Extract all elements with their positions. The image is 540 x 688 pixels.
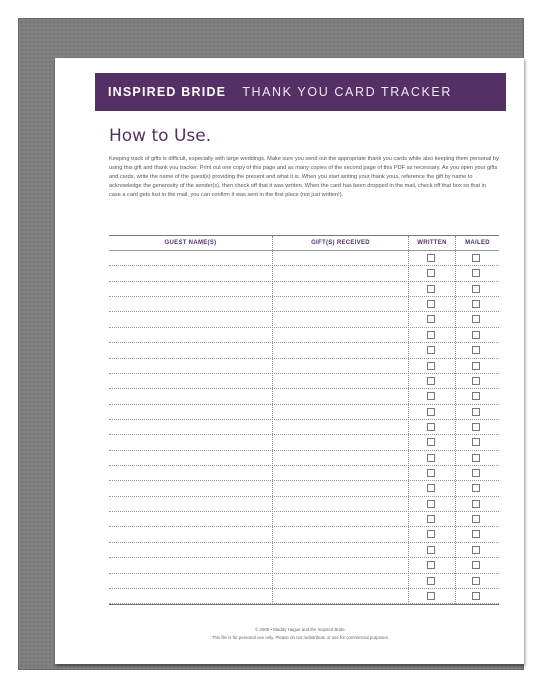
mailed-checkbox[interactable] — [472, 254, 480, 262]
table-row — [109, 312, 499, 327]
table-header — [109, 236, 499, 250]
table-bottom-rule — [109, 604, 499, 605]
mailed-checkbox[interactable] — [472, 469, 480, 477]
mailed-checkbox[interactable] — [472, 392, 480, 400]
written-checkbox[interactable] — [427, 515, 435, 523]
table-body — [109, 251, 499, 604]
table-row — [109, 374, 499, 389]
mailed-checkbox[interactable] — [472, 285, 480, 293]
table-row — [109, 420, 499, 435]
table-row — [109, 543, 499, 558]
instructions-text: Keeping track of gifts is difficult, especially with large weddings. Make sure you send out the appropriate thank you cards while also keeping them personal by using this gift and thank you tracker. Print out one copy of this page and as many copies of the second page of this PDF as necessary. As you open your gifts and cards, write the name of the guest(s) providing the present and what it is. When you start writing your thank yous, reference the gift by name to acknowledge the generosity of the sender(s), then check off that it was written. When the card has been dropped in the mail, check off that box so that in case a card gets lost in the mail, you can confirm it was sent in the first place (not just written!). — [109, 156, 499, 198]
written-checkbox[interactable] — [427, 423, 435, 431]
written-checkbox[interactable] — [427, 500, 435, 508]
table-row — [109, 512, 499, 527]
table-row — [109, 527, 499, 542]
column-header-gifts-received: GIFT(S) RECEIVED — [311, 240, 370, 246]
written-checkbox[interactable] — [427, 484, 435, 492]
mailed-checkbox[interactable] — [472, 515, 480, 523]
mailed-checkbox[interactable] — [472, 484, 480, 492]
copyright-text: © 2009 • Maddy Hague and the Inspired Bride. — [255, 627, 346, 632]
mailed-checkbox[interactable] — [472, 438, 480, 446]
instructions-heading: How to Use. — [109, 126, 212, 146]
column-header-mailed: MAILED — [465, 240, 490, 246]
written-checkbox[interactable] — [427, 269, 435, 277]
table-row — [109, 574, 499, 589]
mailed-checkbox[interactable] — [472, 500, 480, 508]
mailed-checkbox[interactable] — [472, 331, 480, 339]
written-checkbox[interactable] — [427, 392, 435, 400]
written-checkbox[interactable] — [427, 438, 435, 446]
written-checkbox[interactable] — [427, 377, 435, 385]
mailed-checkbox[interactable] — [472, 592, 480, 600]
written-checkbox[interactable] — [427, 346, 435, 354]
mailed-checkbox[interactable] — [472, 300, 480, 308]
mailed-checkbox[interactable] — [472, 377, 480, 385]
written-checkbox[interactable] — [427, 469, 435, 477]
table-row — [109, 466, 499, 481]
table-row — [109, 405, 499, 420]
table-row — [109, 328, 499, 343]
table-row — [109, 266, 499, 281]
table-row — [109, 589, 499, 604]
table-row — [109, 389, 499, 404]
written-checkbox[interactable] — [427, 331, 435, 339]
written-checkbox[interactable] — [427, 362, 435, 370]
mailed-checkbox[interactable] — [472, 454, 480, 462]
table-row — [109, 558, 499, 573]
written-checkbox[interactable] — [427, 300, 435, 308]
mailed-checkbox[interactable] — [472, 530, 480, 538]
table-row — [109, 497, 499, 512]
page-title: THANK YOU CARD TRACKER — [242, 85, 452, 99]
mailed-checkbox[interactable] — [472, 269, 480, 277]
table-row — [109, 297, 499, 312]
written-checkbox[interactable] — [427, 408, 435, 416]
mailed-checkbox[interactable] — [472, 315, 480, 323]
written-checkbox[interactable] — [427, 530, 435, 538]
mailed-checkbox[interactable] — [472, 346, 480, 354]
written-checkbox[interactable] — [427, 315, 435, 323]
page-background — [18, 18, 524, 670]
written-checkbox[interactable] — [427, 454, 435, 462]
table-row — [109, 435, 499, 450]
table-row — [109, 282, 499, 297]
written-checkbox[interactable] — [427, 592, 435, 600]
table-row — [109, 251, 499, 266]
tracker-sheet — [55, 58, 524, 664]
table-row — [109, 451, 499, 466]
table-row — [109, 359, 499, 374]
tracker-table — [109, 235, 499, 605]
table-row — [109, 481, 499, 496]
written-checkbox[interactable] — [427, 546, 435, 554]
brand-name: INSPIRED BRIDE — [108, 85, 227, 99]
header-banner — [95, 73, 506, 111]
written-checkbox[interactable] — [427, 561, 435, 569]
mailed-checkbox[interactable] — [472, 423, 480, 431]
written-checkbox[interactable] — [427, 254, 435, 262]
mailed-checkbox[interactable] — [472, 408, 480, 416]
table-row — [109, 343, 499, 358]
written-checkbox[interactable] — [427, 285, 435, 293]
mailed-checkbox[interactable] — [472, 577, 480, 585]
column-header-guest-names: GUEST NAME(S) — [164, 240, 217, 246]
footer — [95, 626, 506, 642]
column-header-written: WRITTEN — [417, 240, 447, 246]
usage-notice: This file is for personal use only. Please do not redistribute or use for commercial purposes. — [211, 635, 390, 640]
written-checkbox[interactable] — [427, 577, 435, 585]
mailed-checkbox[interactable] — [472, 546, 480, 554]
mailed-checkbox[interactable] — [472, 561, 480, 569]
mailed-checkbox[interactable] — [472, 362, 480, 370]
